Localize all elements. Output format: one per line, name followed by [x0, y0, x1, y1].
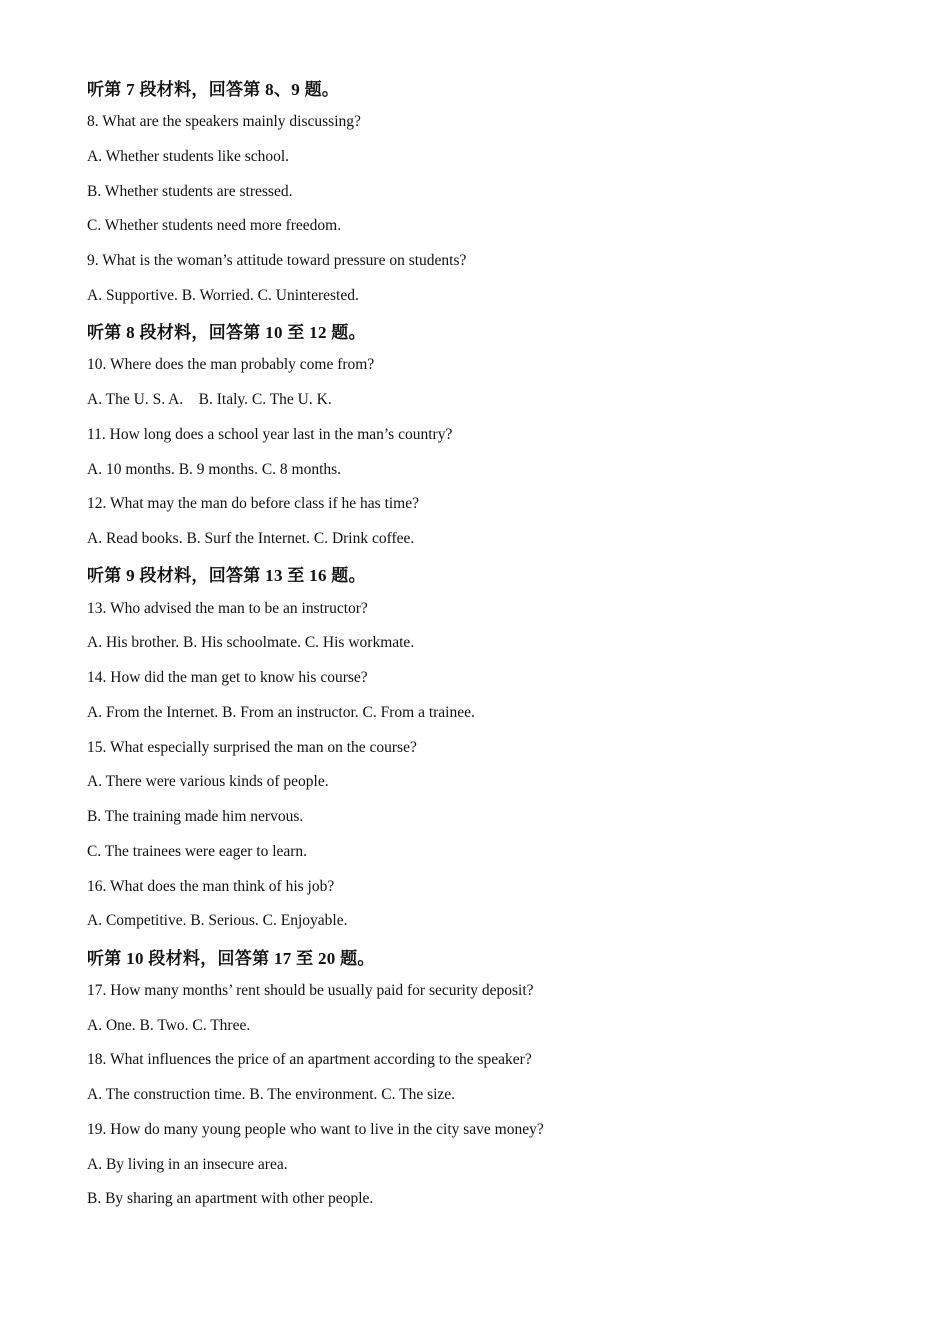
question-8-option-b: B. Whether students are stressed. [87, 182, 293, 200]
question-14: 14. How did the man get to know his course? [87, 669, 368, 687]
section-heading-10: 听第 10 段材料，回答第 17 至 20 题。 [87, 948, 375, 968]
question-11-options: A. 10 months. B. 9 months. C. 8 months. [87, 460, 342, 478]
question-8-option-a: A. Whether students like school. [87, 147, 290, 165]
question-17-options: A. One. B. Two. C. Three. [87, 1016, 251, 1034]
question-17: 17. How many months’ rent should be usually paid for security deposit? [87, 981, 534, 999]
question-9-options: A. Supportive. B. Worried. C. Uninterested. [87, 286, 359, 304]
section-heading-8: 听第 8 段材料，回答第 10 至 12 题。 [87, 323, 366, 343]
question-16: 16. What does the man think of his job? [87, 877, 335, 895]
question-8-option-c: C. Whether students need more freedom. [87, 217, 342, 235]
exam-page [87, 70, 887, 1217]
question-15-option-a: A. There were various kinds of people. [87, 773, 329, 791]
question-15-option-c: C. The trainees were eager to learn. [87, 842, 308, 860]
question-10: 10. Where does the man probably come from? [87, 356, 375, 374]
question-9: 9. What is the woman’s attitude toward pressure on students? [87, 252, 467, 270]
section-heading-7: 听第 7 段材料，回答第 8、9 题。 [87, 79, 340, 99]
question-11: 11. How long does a school year last in the man’s country? [87, 425, 453, 443]
question-13: 13. Who advised the man to be an instructor? [87, 599, 368, 617]
section-heading-9: 听第 9 段材料，回答第 13 至 16 题。 [87, 566, 366, 586]
question-19-option-a: A. By living in an insecure area. [87, 1155, 288, 1173]
question-15-option-b: B. The training made him nervous. [87, 808, 304, 826]
question-8: 8. What are the speakers mainly discussing? [87, 113, 361, 131]
question-18: 18. What influences the price of an apartment according to the speaker? [87, 1051, 532, 1069]
question-10-options: A. The U. S. A. B. Italy. C. The U. K. [87, 391, 332, 409]
question-12: 12. What may the man do before class if he has time? [87, 495, 419, 513]
question-15: 15. What especially surprised the man on the course? [87, 738, 417, 756]
question-19-option-b: B. By sharing an apartment with other people. [87, 1190, 374, 1208]
question-18-options: A. The construction time. B. The environment. C. The size. [87, 1086, 456, 1104]
question-12-options: A. Read books. B. Surf the Internet. C. Drink coffee. [87, 530, 415, 548]
question-14-options: A. From the Internet. B. From an instructor. C. From a trainee. [87, 703, 475, 721]
question-13-options: A. His brother. B. His schoolmate. C. His workmate. [87, 634, 415, 652]
question-19: 19. How do many young people who want to live in the city save money? [87, 1120, 544, 1138]
question-16-options: A. Competitive. B. Serious. C. Enjoyable. [87, 912, 348, 930]
